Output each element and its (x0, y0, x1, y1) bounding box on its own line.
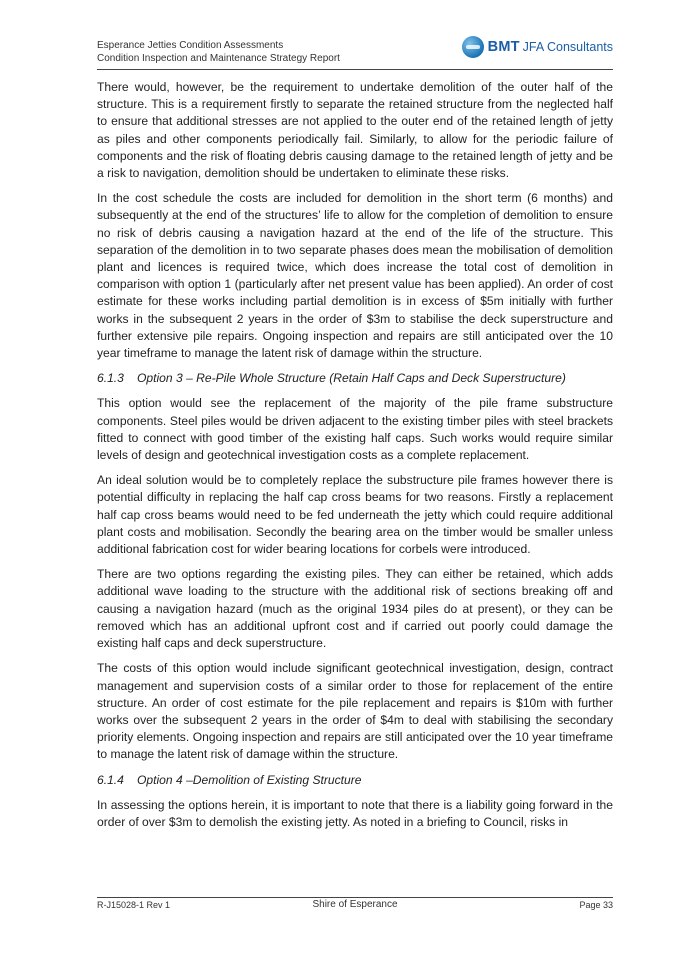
header-line-1: Esperance Jetties Condition Assessments (97, 40, 284, 51)
page-header (97, 40, 613, 64)
paragraph: There are two options regarding the existing piles. They can either be retained, which adds additional wave loading to the structure with the additional risk of sections breaking off and causing a navigation hazard (much as the original 1934 piles do at present), or they can be removed which has an additional upfront cost and if carried out poorly could damage the existing half caps and deck superstructure. (97, 567, 613, 651)
section-title: Option 3 – Re-Pile Whole Structure (Retain Half Caps and Deck Superstructure) (137, 371, 566, 386)
section-heading-6-1-3 (97, 370, 613, 387)
section-number: 6.1.4 (97, 772, 124, 787)
document-body (97, 79, 613, 839)
footer-rule (97, 897, 613, 898)
paragraph: This option would see the replacement of the majority of the pile frame substructure components. Steel piles would be driven adjacent to the existing timber piles with steel brackets fitted to connect with good timber of the existing half caps. Such works would require similar levels of design and geotechnical investigation costs as a complete replacement. (97, 396, 613, 463)
paragraph: The costs of this option would include significant geotechnical investigation, design, contract management and supervision costs of a similar order to those for replacement of the entire structure. An order of cost estimate for the pile replacement and repairs is $10m with further works over the subsequent 2 years in the order of $4m to deal with stabilising the secondary priority elements. Ongoing inspection and repairs are still anticipated over the 10 year timeframe to manage the latent risk of damage within the structure. (97, 661, 613, 762)
header-line-2: Condition Inspection and Maintenance Strategy Report (97, 52, 340, 64)
section-heading-6-1-4 (97, 772, 613, 789)
bmt-globe-icon (462, 36, 484, 58)
report-number: R-J15028-1 Rev 1 (97, 900, 171, 910)
page-number: Page 33 (579, 900, 613, 910)
logo-bmt-text: BMT (487, 39, 520, 55)
section-number: 6.1.3 (97, 371, 124, 386)
bmt-logo (462, 32, 613, 62)
paragraph: In the cost schedule the costs are included for demolition in the short term (6 months) and subsequently at the end of the structures’ life to allow for the completion of demolition to ensure no risk of debris causing a navigation hazard at the end of the life of the structure. This separation of the demolition in to two separate phases does mean the mobilisation of demolition plant and licences is required twice, which does increase the total cost of demolition in comparison with option 1 (particularly after net present value has been applied). An order of cost estimate for these works including partial demolition is in excess of $5m initially with further works in the subsequent 2 years in the order of $3m to stabilise the deck superstructure and further extensive pile repairs. Ongoing inspection and repairs are still anticipated over the 10 year timeframe to manage the latent risk of damage within the structure. (97, 191, 613, 361)
page-footer (97, 900, 613, 914)
logo-jfa-text: JFA Consultants (522, 40, 613, 54)
section-title: Option 4 –Demolition of Existing Structure (137, 772, 362, 787)
header-rule (97, 69, 613, 70)
paragraph: In assessing the options herein, it is important to note that there is a liability going forward in the order of over $3m to demolish the existing jetty. As noted in a briefing to Council, risks in (97, 797, 613, 829)
client-name: Shire of Esperance (312, 899, 398, 910)
paragraph: An ideal solution would be to completely replace the substructure pile frames however there is potential difficulty in replacing the half cap cross beams for two reasons. Firstly a replacement half cap cross beams would need to be fed underneath the jetty which could require additional plant costs and mobilisation. Secondly the bearing area on the timber would be smaller unless additional fabrication cost for wider bearing locations for corbels were introduced. (97, 473, 613, 557)
paragraph: There would, however, be the requirement to undertake demolition of the outer half of the structure. This is a requirement firstly to separate the retained structure from the neglected half to ensure that additional stresses are not applied to the outer end of the retained length of jetty as piles and other components periodically fail. Similarly, to allow for the periodic failure of components and the risk of floating debris causing damage to the retained length of jetty and be a risk to navigation, demolition should be undertaken to eliminate these risks. (97, 80, 613, 181)
